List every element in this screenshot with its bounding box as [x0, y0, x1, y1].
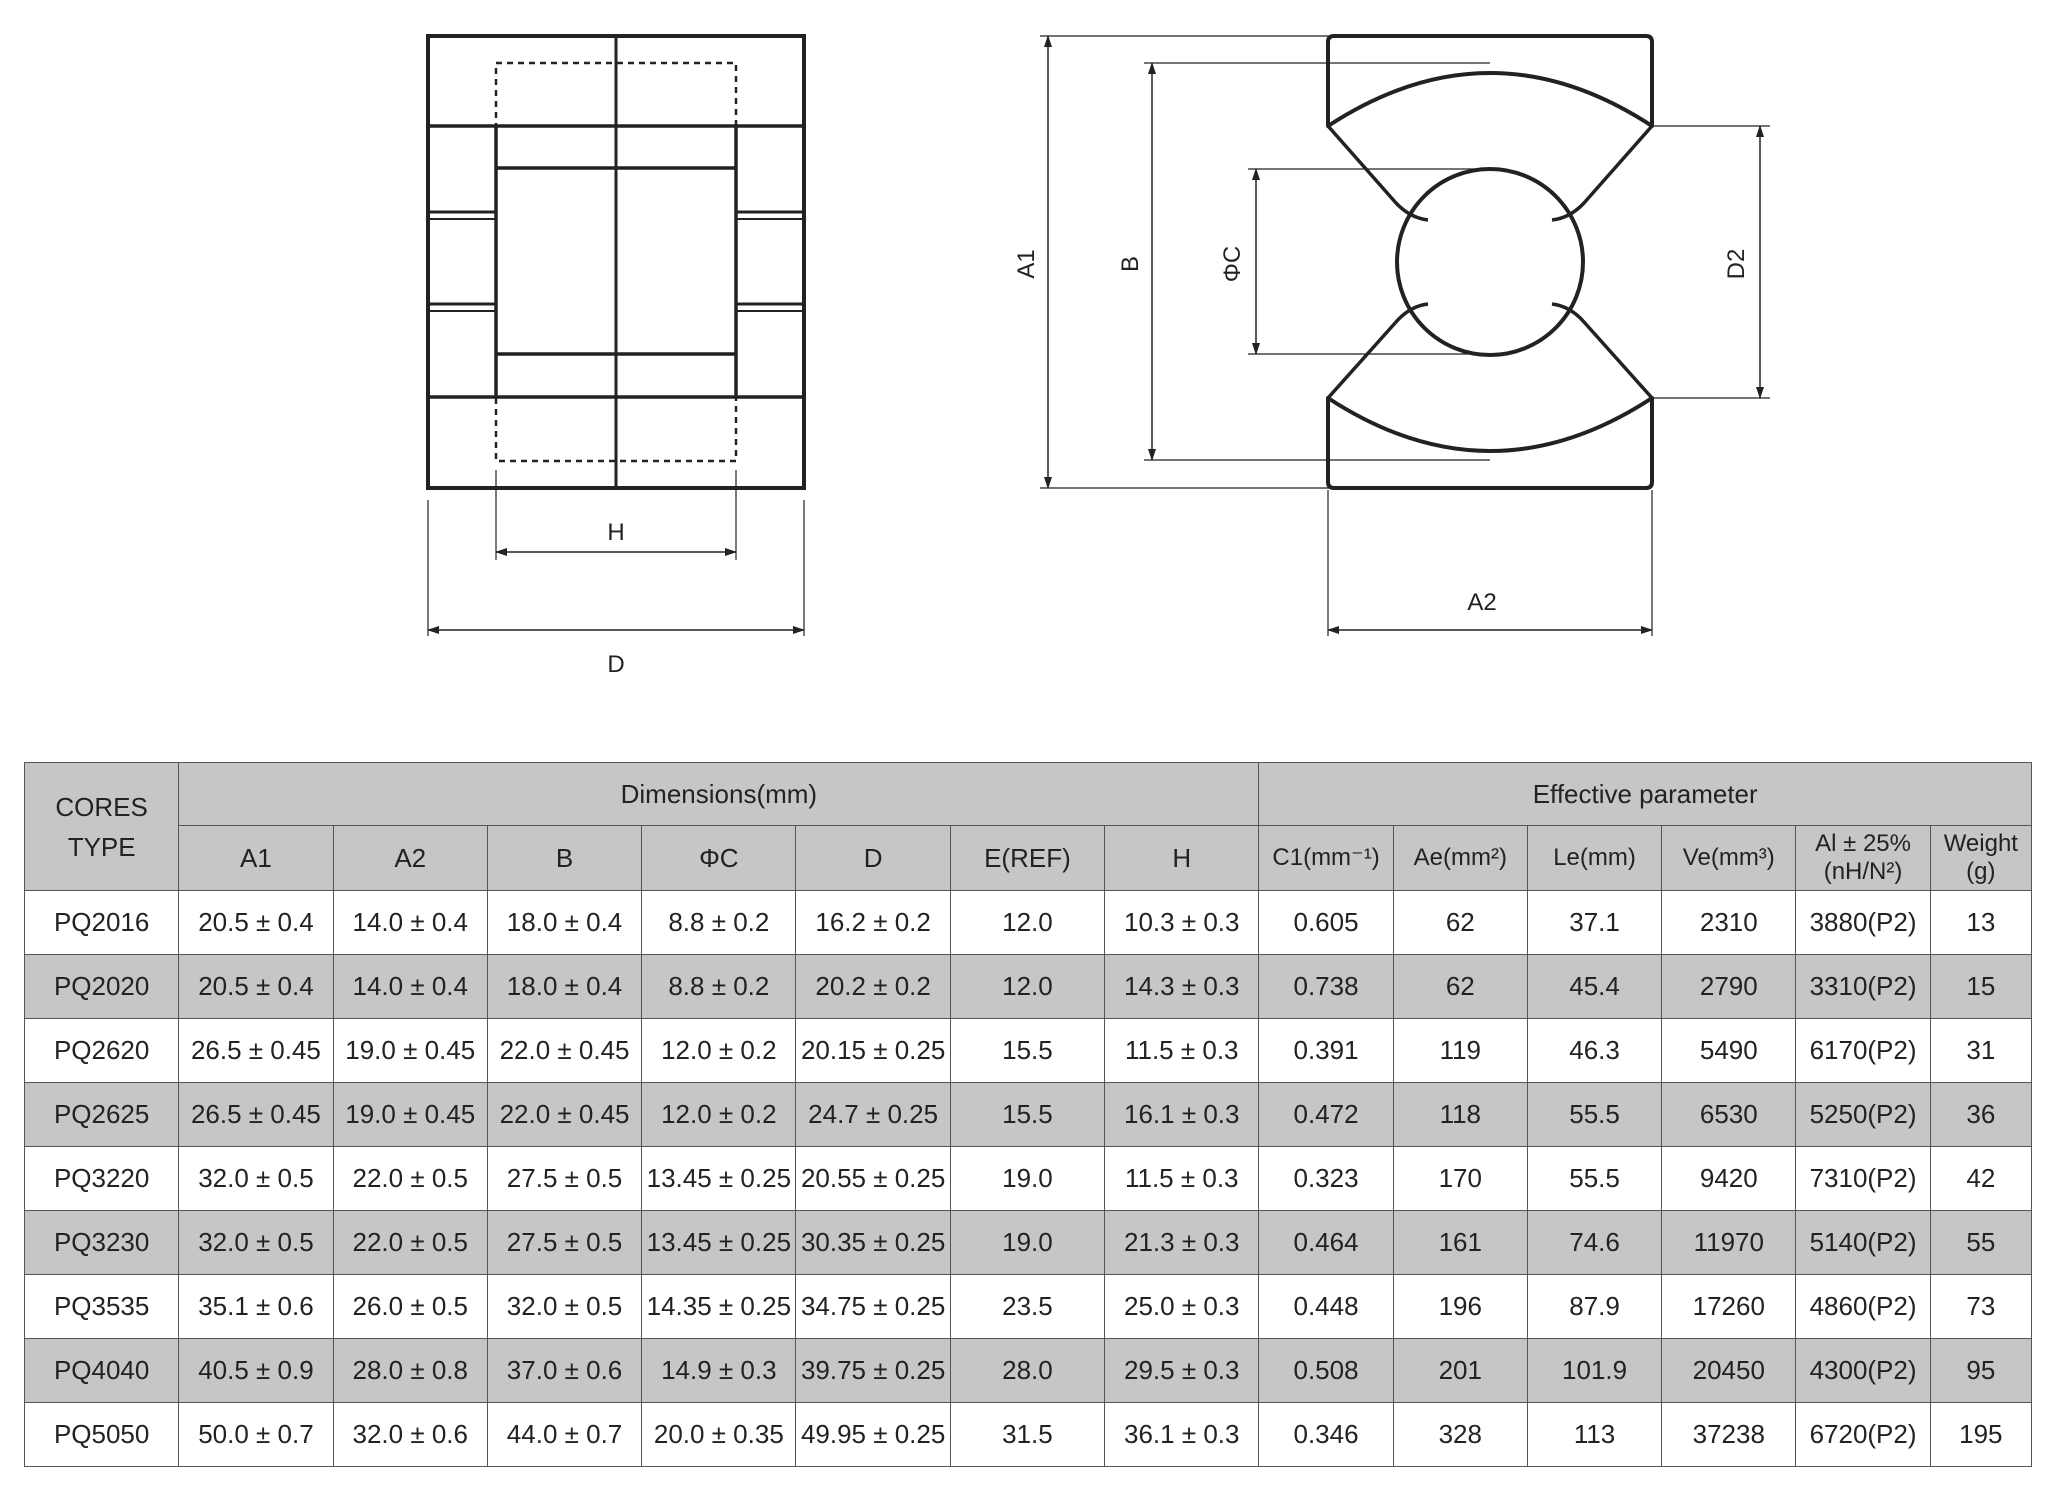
cell-al: 3880(P2): [1796, 891, 1930, 955]
cell-ve: 2310: [1662, 891, 1796, 955]
cell-le: 113: [1527, 1403, 1661, 1467]
cell-eref: 23.5: [950, 1275, 1104, 1339]
cell-ve: 11970: [1662, 1211, 1796, 1275]
cell-b: 27.5 ± 0.5: [487, 1147, 641, 1211]
cell-a2: 22.0 ± 0.5: [333, 1211, 487, 1275]
cell-ae: 328: [1393, 1403, 1527, 1467]
cell-h: 36.1 ± 0.3: [1105, 1403, 1259, 1467]
cell-c1: 0.391: [1259, 1019, 1393, 1083]
cell-a1: 35.1 ± 0.6: [179, 1275, 333, 1339]
bottom-core-half: [1328, 398, 1652, 488]
cell-c1: 0.346: [1259, 1403, 1393, 1467]
cell-al: 7310(P2): [1796, 1147, 1930, 1211]
cell-eref: 12.0: [950, 955, 1104, 1019]
cell-le: 74.6: [1527, 1211, 1661, 1275]
cell-h: 10.3 ± 0.3: [1105, 891, 1259, 955]
cell-phic: 20.0 ± 0.35: [642, 1403, 796, 1467]
table-row: [25, 955, 2032, 1019]
cell-eref: 15.5: [950, 1019, 1104, 1083]
table-row: [25, 1403, 2032, 1467]
cell-a2: 19.0 ± 0.45: [333, 1019, 487, 1083]
cell-a2: 14.0 ± 0.4: [333, 891, 487, 955]
col-weight: Weight (g): [1930, 826, 2031, 891]
cell-a1: 32.0 ± 0.5: [179, 1211, 333, 1275]
cell-a2: 26.0 ± 0.5: [333, 1275, 487, 1339]
top-view: [1040, 36, 1770, 636]
cell-c1: 0.464: [1259, 1211, 1393, 1275]
cell-eref: 12.0: [950, 891, 1104, 955]
cell-al: 6720(P2): [1796, 1403, 1930, 1467]
cell-h: 21.3 ± 0.3: [1105, 1211, 1259, 1275]
cell-ae: 201: [1393, 1339, 1527, 1403]
cell-d: 24.7 ± 0.25: [796, 1083, 950, 1147]
cell-ae: 62: [1393, 955, 1527, 1019]
cell-ve: 17260: [1662, 1275, 1796, 1339]
cell-ae: 170: [1393, 1147, 1527, 1211]
cell-phic: 8.8 ± 0.2: [642, 955, 796, 1019]
cell-core-type: PQ2020: [25, 955, 179, 1019]
cell-core-type: PQ5050: [25, 1403, 179, 1467]
cell-b: 27.5 ± 0.5: [487, 1211, 641, 1275]
cell-h: 11.5 ± 0.3: [1105, 1019, 1259, 1083]
cell-eref: 15.5: [950, 1083, 1104, 1147]
cell-ae: 161: [1393, 1211, 1527, 1275]
cell-core-type: PQ4040: [25, 1339, 179, 1403]
cell-al: 5250(P2): [1796, 1083, 1930, 1147]
effective-group-header: Effective parameter: [1259, 763, 2032, 826]
cell-al: 5140(P2): [1796, 1211, 1930, 1275]
spec-table-body: [25, 891, 2032, 1467]
label-h: H: [607, 519, 625, 546]
col-ae: Ae(mm²): [1393, 826, 1527, 891]
table-row: [25, 891, 2032, 955]
cell-phic: 13.45 ± 0.25: [642, 1211, 796, 1275]
cell-h: 14.3 ± 0.3: [1105, 955, 1259, 1019]
front-view: [428, 36, 804, 636]
cell-weight: 15: [1930, 955, 2031, 1019]
cell-core-type: PQ2620: [25, 1019, 179, 1083]
cell-ae: 119: [1393, 1019, 1527, 1083]
cell-weight: 31: [1930, 1019, 2031, 1083]
cell-h: 11.5 ± 0.3: [1105, 1147, 1259, 1211]
cell-c1: 0.508: [1259, 1339, 1393, 1403]
cell-ve: 2790: [1662, 955, 1796, 1019]
cell-phic: 12.0 ± 0.2: [642, 1019, 796, 1083]
cell-a1: 26.5 ± 0.45: [179, 1083, 333, 1147]
cell-ve: 37238: [1662, 1403, 1796, 1467]
cell-phic: 14.35 ± 0.25: [642, 1275, 796, 1339]
cell-core-type: PQ3535: [25, 1275, 179, 1339]
col-c1: C1(mm⁻¹): [1259, 826, 1393, 891]
cell-b: 32.0 ± 0.5: [487, 1275, 641, 1339]
table-row: [25, 1083, 2032, 1147]
cell-phic: 8.8 ± 0.2: [642, 891, 796, 955]
cell-ae: 118: [1393, 1083, 1527, 1147]
col-phic: ΦC: [642, 826, 796, 891]
cell-al: 3310(P2): [1796, 955, 1930, 1019]
cell-c1: 0.323: [1259, 1147, 1393, 1211]
cell-b: 22.0 ± 0.45: [487, 1083, 641, 1147]
cell-ae: 196: [1393, 1275, 1527, 1339]
cell-ve: 20450: [1662, 1339, 1796, 1403]
table-row: [25, 1019, 2032, 1083]
cell-h: 25.0 ± 0.3: [1105, 1275, 1259, 1339]
cell-a1: 20.5 ± 0.4: [179, 891, 333, 955]
label-phic: ΦC: [1219, 245, 1246, 283]
cell-le: 46.3: [1527, 1019, 1661, 1083]
cell-a2: 28.0 ± 0.8: [333, 1339, 487, 1403]
cell-c1: 0.738: [1259, 955, 1393, 1019]
cell-d: 20.55 ± 0.25: [796, 1147, 950, 1211]
cell-eref: 19.0: [950, 1211, 1104, 1275]
table-row: [25, 1211, 2032, 1275]
cell-a2: 32.0 ± 0.6: [333, 1403, 487, 1467]
label-b: B: [1117, 255, 1144, 273]
cell-a1: 50.0 ± 0.7: [179, 1403, 333, 1467]
cell-core-type: PQ2625: [25, 1083, 179, 1147]
col-d: D: [796, 826, 950, 891]
cell-core-type: PQ2016: [25, 891, 179, 955]
center-post: [1397, 169, 1583, 355]
cell-a2: 14.0 ± 0.4: [333, 955, 487, 1019]
label-d2: D2: [1723, 248, 1750, 280]
col-ve: Ve(mm³): [1662, 826, 1796, 891]
cell-le: 87.9: [1527, 1275, 1661, 1339]
cell-le: 55.5: [1527, 1147, 1661, 1211]
cell-c1: 0.605: [1259, 891, 1393, 955]
table-row: [25, 1147, 2032, 1211]
cell-c1: 0.472: [1259, 1083, 1393, 1147]
cell-b: 18.0 ± 0.4: [487, 891, 641, 955]
cell-phic: 13.45 ± 0.25: [642, 1147, 796, 1211]
cell-al: 4300(P2): [1796, 1339, 1930, 1403]
col-h: H: [1105, 826, 1259, 891]
cell-a2: 22.0 ± 0.5: [333, 1147, 487, 1211]
cell-ve: 6530: [1662, 1083, 1796, 1147]
cell-d: 16.2 ± 0.2: [796, 891, 950, 955]
cell-al: 4860(P2): [1796, 1275, 1930, 1339]
cell-al: 6170(P2): [1796, 1019, 1930, 1083]
dimensions-group-header: Dimensions(mm): [179, 763, 1259, 826]
cell-c1: 0.448: [1259, 1275, 1393, 1339]
upper-wing: [1328, 126, 1428, 220]
cell-a1: 40.5 ± 0.9: [179, 1339, 333, 1403]
top-core-half: [1328, 36, 1652, 126]
cell-a2: 19.0 ± 0.45: [333, 1083, 487, 1147]
cell-h: 29.5 ± 0.3: [1105, 1339, 1259, 1403]
cell-d: 20.15 ± 0.25: [796, 1019, 950, 1083]
cell-b: 18.0 ± 0.4: [487, 955, 641, 1019]
col-a2: A2: [333, 826, 487, 891]
cell-h: 16.1 ± 0.3: [1105, 1083, 1259, 1147]
cell-a1: 32.0 ± 0.5: [179, 1147, 333, 1211]
cell-weight: 73: [1930, 1275, 2031, 1339]
core-spec-table: [24, 762, 2032, 1467]
cell-b: 37.0 ± 0.6: [487, 1339, 641, 1403]
cell-phic: 12.0 ± 0.2: [642, 1083, 796, 1147]
cell-b: 22.0 ± 0.45: [487, 1019, 641, 1083]
cell-core-type: PQ3230: [25, 1211, 179, 1275]
label-a1: A1: [1013, 249, 1040, 279]
cell-core-type: PQ3220: [25, 1147, 179, 1211]
cell-weight: 13: [1930, 891, 2031, 955]
lower-wing: [1328, 304, 1428, 398]
cell-eref: 19.0: [950, 1147, 1104, 1211]
cell-ve: 9420: [1662, 1147, 1796, 1211]
cell-le: 37.1: [1527, 891, 1661, 955]
cell-d: 34.75 ± 0.25: [796, 1275, 950, 1339]
label-a2: A2: [1467, 589, 1497, 616]
cell-weight: 42: [1930, 1147, 2031, 1211]
label-d: D: [607, 651, 625, 678]
col-eref: E(REF): [950, 826, 1104, 891]
cell-weight: 195: [1930, 1403, 2031, 1467]
col-b: B: [487, 826, 641, 891]
core-drawings: [0, 0, 2048, 720]
cell-le: 101.9: [1527, 1339, 1661, 1403]
table-row: [25, 1339, 2032, 1403]
col-a1: A1: [179, 826, 333, 891]
cell-weight: 55: [1930, 1211, 2031, 1275]
cell-b: 44.0 ± 0.7: [487, 1403, 641, 1467]
cell-phic: 14.9 ± 0.3: [642, 1339, 796, 1403]
col-le: Le(mm): [1527, 826, 1661, 891]
cell-ve: 5490: [1662, 1019, 1796, 1083]
cell-eref: 28.0: [950, 1339, 1104, 1403]
cell-weight: 95: [1930, 1339, 2031, 1403]
cell-eref: 31.5: [950, 1403, 1104, 1467]
cell-d: 20.2 ± 0.2: [796, 955, 950, 1019]
cell-a1: 20.5 ± 0.4: [179, 955, 333, 1019]
cell-d: 39.75 ± 0.25: [796, 1339, 950, 1403]
cell-a1: 26.5 ± 0.45: [179, 1019, 333, 1083]
cell-ae: 62: [1393, 891, 1527, 955]
table-row: [25, 1275, 2032, 1339]
cell-weight: 36: [1930, 1083, 2031, 1147]
cell-d: 30.35 ± 0.25: [796, 1211, 950, 1275]
col-al: Al ± 25% (nH/N²): [1796, 826, 1930, 891]
cell-le: 45.4: [1527, 955, 1661, 1019]
cell-d: 49.95 ± 0.25: [796, 1403, 950, 1467]
cores-type-header: CORES TYPE: [25, 763, 179, 891]
cell-le: 55.5: [1527, 1083, 1661, 1147]
